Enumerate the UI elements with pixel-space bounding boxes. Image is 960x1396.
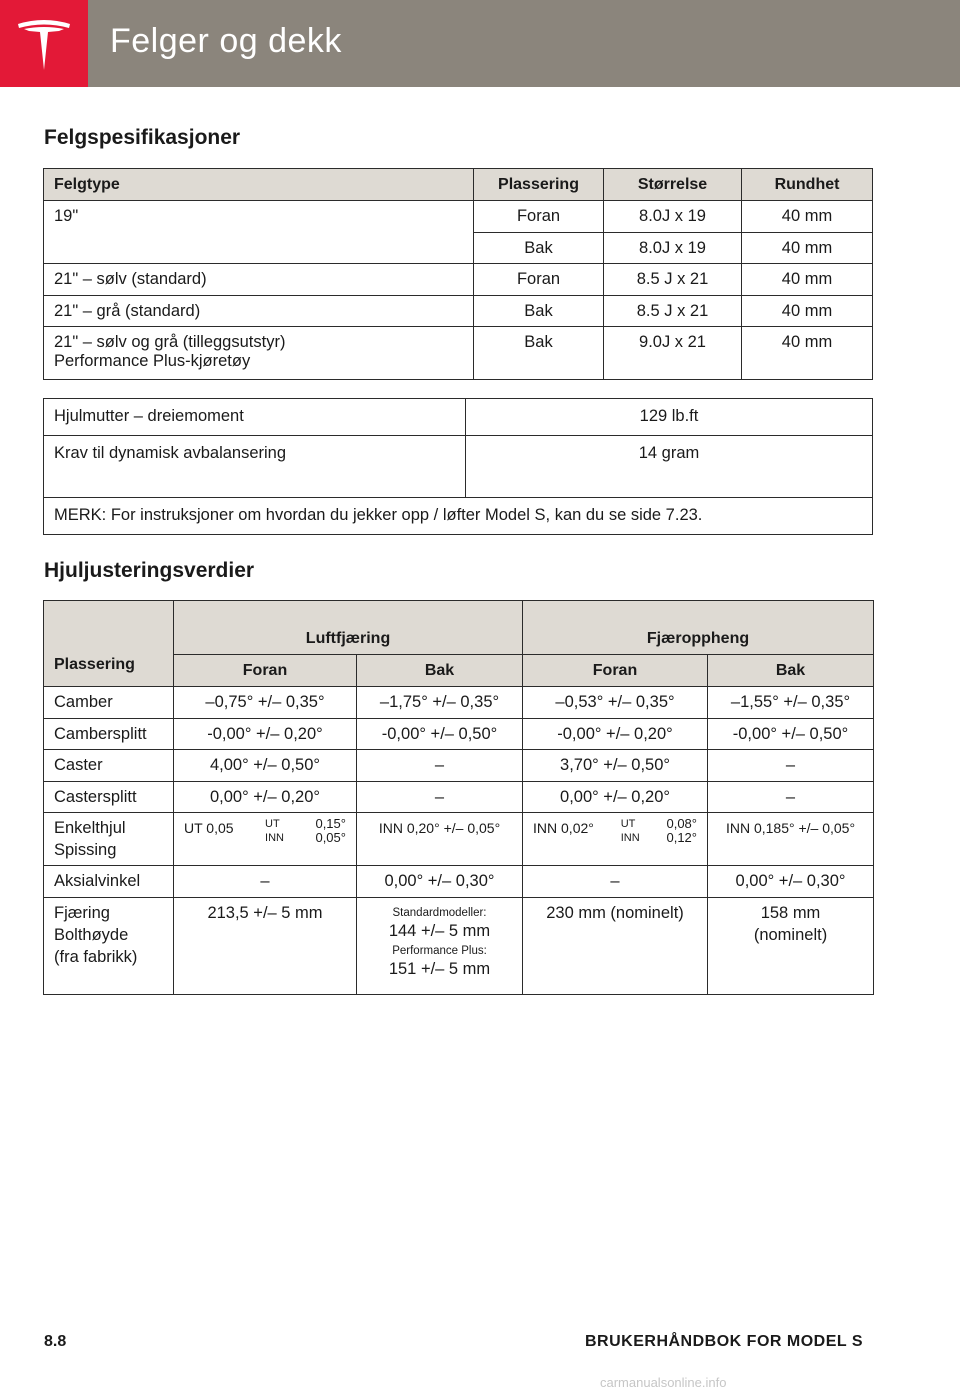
- std-model-value: 144 +/– 5 mm: [388, 921, 491, 940]
- row-label: Cambersplitt: [44, 718, 174, 750]
- row-label: Castersplitt: [44, 781, 174, 813]
- row-label: [44, 813, 174, 866]
- column-header: Rundhet: [742, 169, 873, 201]
- section-title-alignment: Hjuljusteringsverdier: [44, 559, 255, 582]
- tesla-logo: [0, 0, 88, 87]
- row-label: Camber: [44, 687, 174, 719]
- toe-direction-labels: [265, 817, 284, 845]
- value-cell: 3,70° +/– 0,50°: [523, 750, 708, 782]
- value-cell: INN 0,185° +/– 0,05°: [708, 813, 874, 866]
- value-cell: -0,00° +/– 0,50°: [357, 718, 523, 750]
- value-cell: –: [174, 866, 357, 898]
- table-row: [44, 781, 874, 813]
- placement-cell: Bak: [474, 295, 604, 327]
- table-row: [44, 295, 873, 327]
- toe-main: UT 0,05: [184, 820, 234, 836]
- size-cell: 8.5 J x 21: [604, 264, 742, 296]
- toe-ut-value: 0,08°: [666, 816, 697, 831]
- row-label-line: Fjæring: [54, 903, 110, 922]
- value-cell: [523, 813, 708, 866]
- row-label-line: Spissing: [54, 841, 117, 859]
- torque-balance-table: [43, 398, 873, 535]
- roundness-cell: 40 mm: [742, 232, 873, 264]
- row-label: [44, 897, 174, 994]
- toe-ut-label: UT: [620, 818, 636, 830]
- size-cell: 8.5 J x 21: [604, 295, 742, 327]
- toe-inn-label: INN: [620, 832, 640, 844]
- value-cell: –: [708, 781, 874, 813]
- value-cell: 213,5 +/– 5 mm: [174, 897, 357, 994]
- table-row: [44, 687, 874, 719]
- size-cell: 8.0J x 19: [604, 201, 742, 233]
- row-label: Caster: [44, 750, 174, 782]
- value-line: 158 mm: [760, 903, 821, 922]
- group-header-air: Luftfjæring: [174, 601, 523, 655]
- column-header: Plassering: [474, 169, 604, 201]
- table-row: [44, 718, 874, 750]
- rim-type-cell: [44, 327, 474, 380]
- page-title: Felger og dekk: [110, 22, 342, 60]
- toe-value: [184, 817, 346, 845]
- table-row: [44, 866, 874, 898]
- torque-value: 129 lb.ft: [466, 399, 873, 436]
- table-row: [44, 264, 873, 296]
- column-header: Plassering: [44, 601, 174, 687]
- toe-direction-labels: [621, 817, 640, 845]
- row-label-line: (fra fabrikk): [54, 947, 138, 966]
- value-cell: -0,00° +/– 0,50°: [708, 718, 874, 750]
- tesla-logo-icon: [14, 14, 74, 74]
- table-row: [44, 897, 874, 994]
- value-cell: 0,00° +/– 0,20°: [174, 781, 357, 813]
- placement-cell: Foran: [474, 264, 604, 296]
- toe-ut-value: 0,15°: [315, 816, 346, 831]
- value-cell: 4,00° +/– 0,50°: [174, 750, 357, 782]
- group-header-coil: Fjæroppheng: [523, 601, 874, 655]
- page-number: 8.8: [44, 1333, 67, 1350]
- value-cell: –: [523, 866, 708, 898]
- placement-cell: Foran: [474, 201, 604, 233]
- table-row: [44, 750, 874, 782]
- placement-cell: Bak: [474, 327, 604, 380]
- column-header: Bak: [708, 655, 874, 687]
- column-header: Felgtype: [44, 169, 474, 201]
- balance-value: 14 gram: [466, 436, 873, 498]
- value-cell: 230 mm (nominelt): [523, 897, 708, 994]
- toe-ut-label: UT: [265, 818, 280, 830]
- rim-type-cell: 21" – grå (standard): [44, 295, 474, 327]
- value-cell: –1,75° +/– 0,35°: [357, 687, 523, 719]
- rim-type-line: 21" – sølv og grå (tilleggsutstyr): [54, 333, 286, 351]
- value-cell: –: [357, 781, 523, 813]
- jack-note: MERK: For instruksjoner om hvordan du jekker opp / løfter Model S, kan du se side 7.23.: [44, 498, 873, 535]
- rim-type-cell: 21" – sølv (standard): [44, 264, 474, 296]
- toe-inn-label: INN: [265, 832, 284, 844]
- table-header-row: [44, 601, 874, 655]
- column-header: Foran: [523, 655, 708, 687]
- rim-type-line: Performance Plus-kjøretøy: [54, 352, 251, 370]
- roundness-cell: 40 mm: [742, 264, 873, 296]
- placement-cell: Bak: [474, 232, 604, 264]
- balance-label: Krav til dynamisk avbalansering: [44, 436, 466, 498]
- column-header: Størrelse: [604, 169, 742, 201]
- page-header: [0, 0, 960, 87]
- table-row: [44, 399, 873, 436]
- value-cell: -0,00° +/– 0,20°: [523, 718, 708, 750]
- alignment-table: [43, 600, 874, 995]
- value-cell: 0,00° +/– 0,30°: [708, 866, 874, 898]
- rim-type-cell: 19": [44, 201, 474, 264]
- table-row: [44, 327, 873, 380]
- roundness-cell: 40 mm: [742, 327, 873, 380]
- watermark: carmanualsonline.info: [600, 1375, 727, 1390]
- table-header-row: [44, 169, 873, 201]
- value-cell: –: [357, 750, 523, 782]
- value-cell: 0,00° +/– 0,30°: [357, 866, 523, 898]
- value-cell: [357, 897, 523, 994]
- perf-model-label: Performance Plus:: [392, 944, 487, 957]
- value-cell: –0,53° +/– 0,35°: [523, 687, 708, 719]
- column-header: Bak: [357, 655, 523, 687]
- value-line: (nominelt): [753, 925, 828, 944]
- table-row: [44, 813, 874, 866]
- value-cell: 0,00° +/– 0,20°: [523, 781, 708, 813]
- roundness-cell: 40 mm: [742, 295, 873, 327]
- table-row: [44, 201, 873, 233]
- row-label: Aksialvinkel: [44, 866, 174, 898]
- value-cell: –1,55° +/– 0,35°: [708, 687, 874, 719]
- size-cell: 9.0J x 21: [604, 327, 742, 380]
- section-title-rim-specs: Felgspesifikasjoner: [44, 126, 241, 149]
- rim-spec-table: [43, 168, 873, 380]
- toe-inn-value: 0,05°: [315, 830, 346, 845]
- toe-inn-value: 0,12°: [666, 830, 697, 845]
- book-title: BRUKERHÅNDBOK FOR MODEL S: [585, 1333, 863, 1350]
- value-cell: INN 0,20° +/– 0,05°: [357, 813, 523, 866]
- column-header: Foran: [174, 655, 357, 687]
- torque-label: Hjulmutter – dreiemoment: [44, 399, 466, 436]
- table-row: [44, 498, 873, 535]
- value-cell: [708, 897, 874, 994]
- value-cell: –: [708, 750, 874, 782]
- roundness-cell: 40 mm: [742, 201, 873, 233]
- toe-direction-values: [315, 817, 346, 845]
- std-model-label: Standardmodeller:: [392, 906, 487, 919]
- size-cell: 8.0J x 19: [604, 232, 742, 264]
- toe-main: INN 0,02°: [533, 820, 594, 836]
- row-label-line: Enkelthjul: [54, 819, 126, 837]
- value-cell: –0,75° +/– 0,35°: [174, 687, 357, 719]
- toe-value: [533, 817, 697, 845]
- toe-direction-values: [666, 817, 697, 845]
- perf-model-value: 151 +/– 5 mm: [388, 959, 491, 978]
- value-cell: [174, 813, 357, 866]
- value-cell: -0,00° +/– 0,20°: [174, 718, 357, 750]
- row-label-line: Bolthøyde: [54, 925, 129, 944]
- table-row: [44, 436, 873, 498]
